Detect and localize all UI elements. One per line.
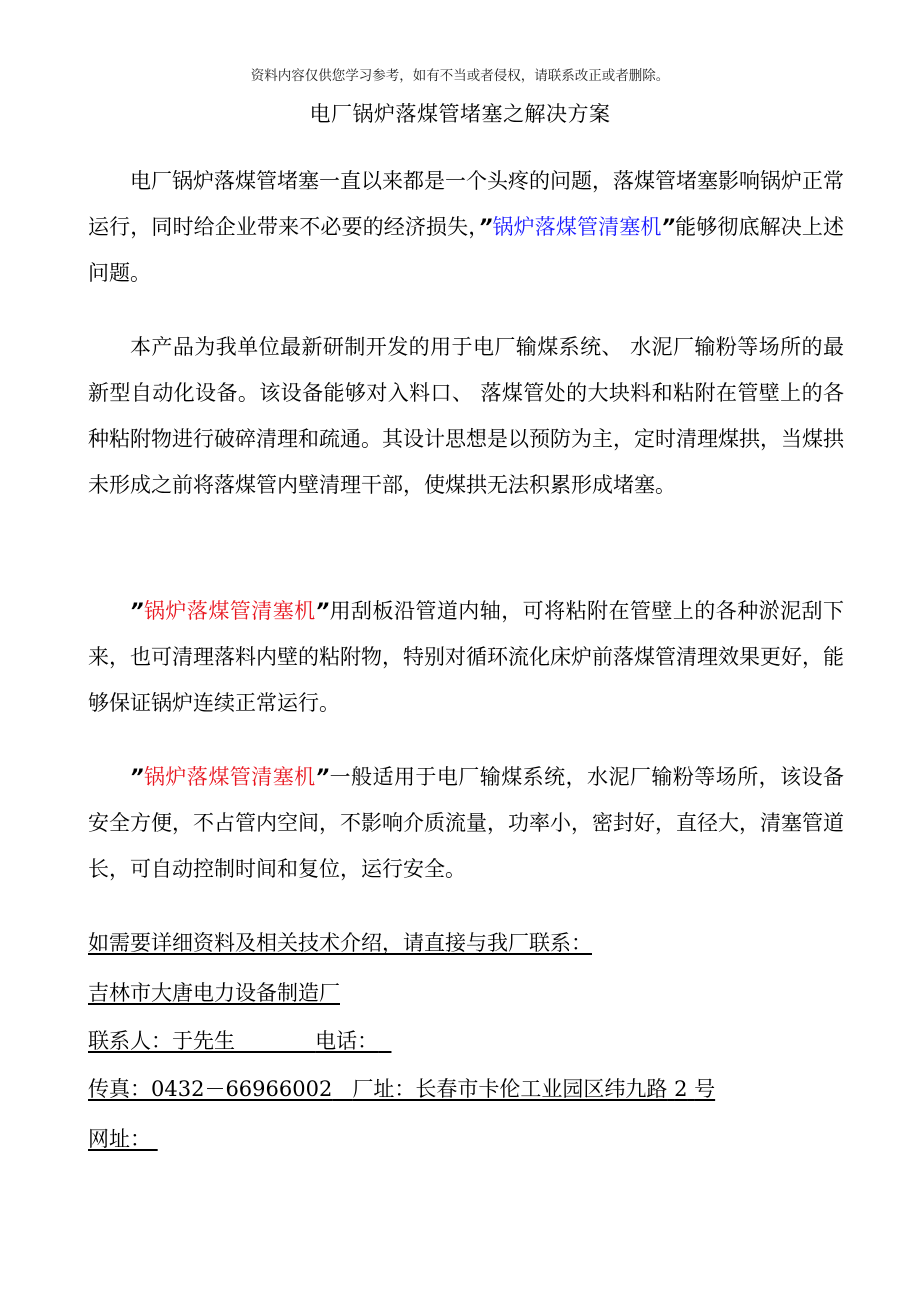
- fax-label: 传真：: [88, 1077, 151, 1101]
- paragraph-intro: [88, 158, 844, 296]
- contact-person: 联系人：于先生: [88, 1029, 235, 1053]
- company-name: 吉林市大唐电力设备制造厂: [88, 981, 340, 1005]
- contact-intro: 如需要详细资料及相关技术介绍，请直接与我厂联系：: [88, 931, 592, 955]
- document-title: 电厂锅炉落煤管堵塞之解决方案: [309, 102, 611, 126]
- website-label[interactable]: 网址：: [88, 1127, 151, 1151]
- fax-number: 0432－66966002: [151, 1077, 333, 1101]
- quote-open: ”: [130, 765, 144, 789]
- quote-close: ”: [315, 599, 330, 623]
- scraper-text: 用刮板沿管道内轴，可将粘附在管壁上的各种淤泥刮下来，也可清理落料内壁的粘附物，特别对循环流化床炉前落煤管清理效果更好，能够保证锅炉连续正常运行。: [88, 599, 845, 715]
- intro-text: 电厂锅炉落煤管堵塞一直以来都是一个头疼的问题，落煤管堵塞影响锅炉正常运行，同时给企业带来不必要的经济损失，: [88, 169, 844, 239]
- paragraph-product-description: 本产品为我单位最新研制开发的用于电厂输煤系统、 水泥厂输粉等场所的最新型自动化设备。该设备能够对入料口、 落煤管处的大块料和粘附在管壁上的各种粘附物进行破碎清理和疏通。其设计思想是以预防为主，定时清理煤拱，当煤拱未形成之前将落煤管内壁清理干部，使煤拱无法积累形成堵塞。: [88, 335, 844, 497]
- contact-person-line: [88, 1026, 391, 1056]
- quote-open: ”: [478, 215, 493, 239]
- intro-text-end: 能够彻底解决上述问题。: [88, 215, 845, 285]
- phone-label: 电话：: [315, 1029, 379, 1053]
- disclaimer-notice: 资料内容仅供您学习参考，如有不当或者侵权，请联系改正或者删除。: [250, 68, 670, 84]
- product-name-highlight: 锅炉落煤管清塞机: [143, 599, 316, 623]
- address-suffix: 号: [694, 1077, 716, 1101]
- quote-close: ”: [661, 215, 676, 239]
- product-name-highlight: 锅炉落煤管清塞机: [143, 765, 316, 789]
- website-line: [88, 1124, 158, 1154]
- address-number: 2: [674, 1077, 688, 1101]
- paragraph-applications: [88, 754, 844, 892]
- address-label: 厂址：长春市卡伦工业园区纬九路: [352, 1077, 668, 1101]
- quote-close: ”: [315, 765, 330, 789]
- fax-address-line: [88, 1074, 715, 1104]
- quote-open: ”: [130, 599, 144, 623]
- product-link[interactable]: 锅炉落煤管清塞机: [492, 215, 662, 239]
- paragraph-scraper: [88, 588, 844, 726]
- applications-text: 一般适用于电厂输煤系统，水泥厂输粉等场所，该设备安全方便，不占管内空间，不影响介质流量，功率小，密封好，直径大，清塞管道长，可自动控制时间和复位，运行安全。: [88, 765, 845, 881]
